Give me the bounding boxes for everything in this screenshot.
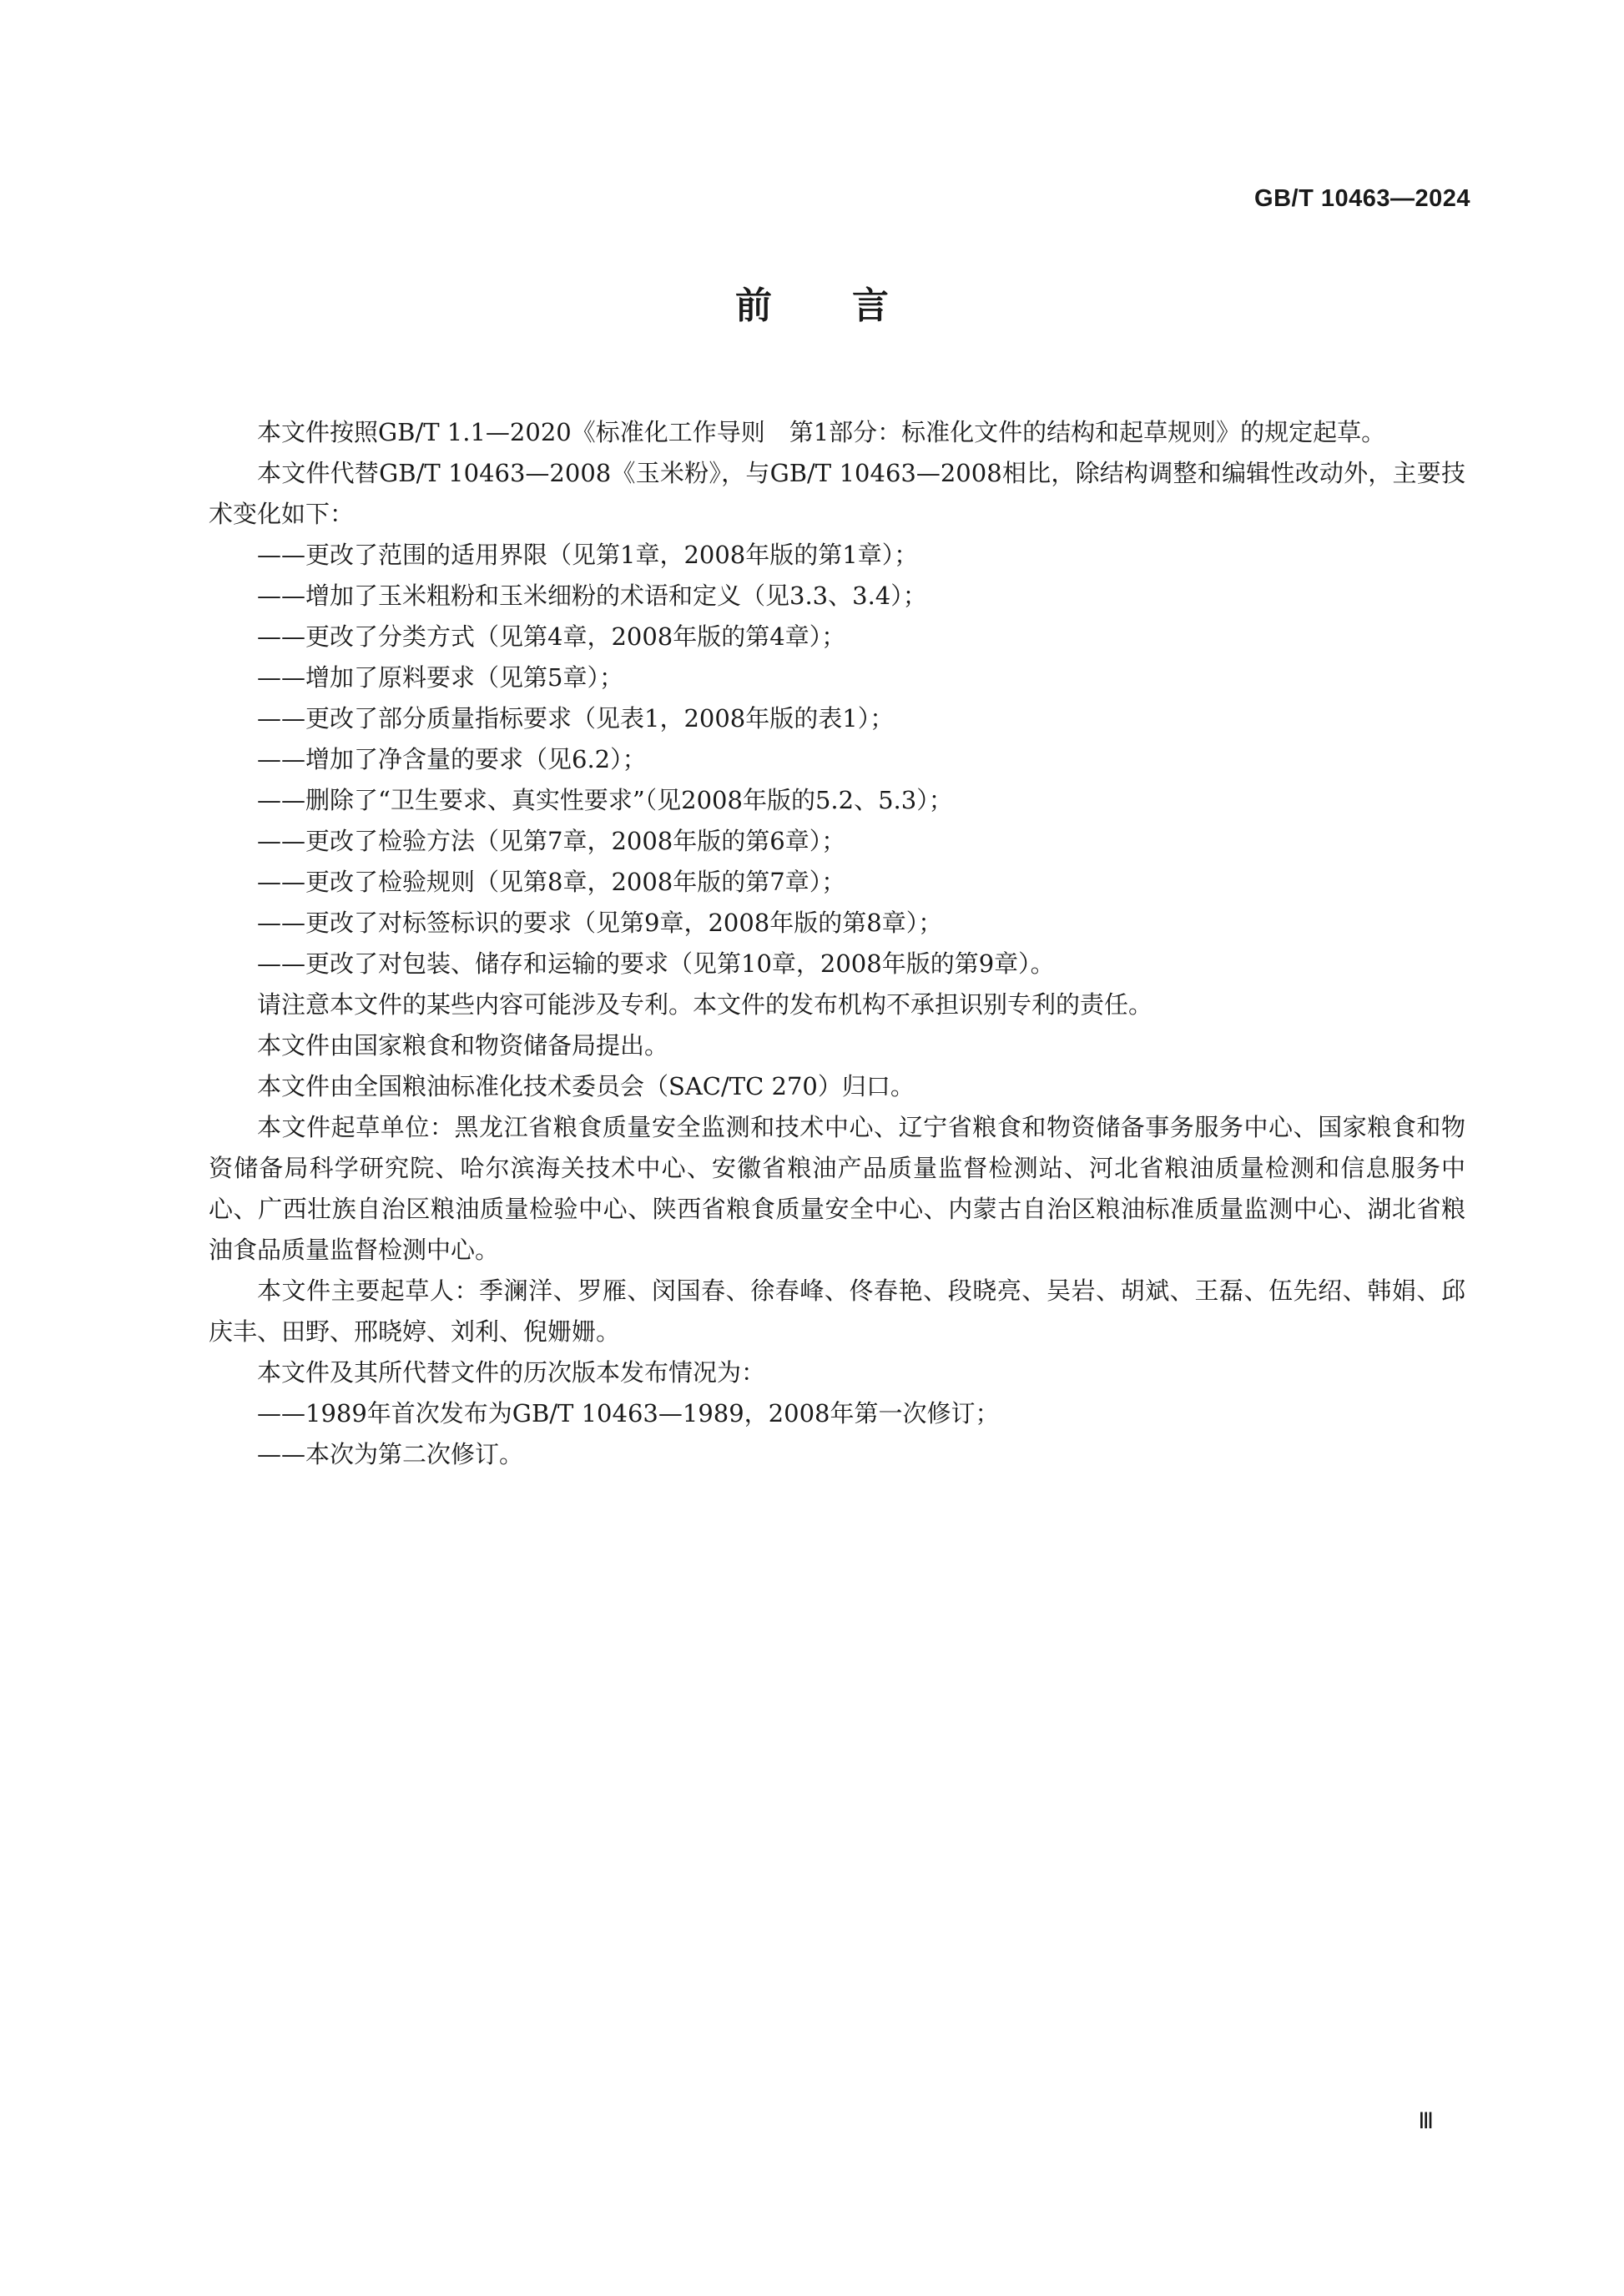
change-item: ——删除了“卫生要求、真实性要求”（见2008年版的5.2、5.3）； xyxy=(257,786,953,814)
change-item: ——更改了范围的适用界限（见第1章，2008年版的第1章）； xyxy=(257,541,919,569)
title-char-1: 前 xyxy=(735,284,772,327)
paragraph-patent-notice: 请注意本文件的某些内容可能涉及专利。本文件的发布机构不承担识别专利的责任。 xyxy=(257,990,1153,1019)
page-number: Ⅲ xyxy=(1418,2108,1434,2133)
change-item: ——增加了玉米粗粉和玉米细粉的术语和定义（见3.3、3.4）； xyxy=(257,582,927,610)
title-char-2: 言 xyxy=(852,284,889,327)
change-item: ——更改了对标签标识的要求（见第9章，2008年版的第8章）； xyxy=(257,909,943,937)
paragraph-committee: 本文件由全国粮油标准化技术委员会（SAC/TC 270）归口。 xyxy=(257,1072,915,1100)
paragraph-replacement: 本文件代替GB/T 10463—2008《玉米粉》，与GB/T 10463—2008相比，除结构调整和编辑性改动外，主要技术变化如下： xyxy=(209,459,1465,528)
paragraph-drafting-basis: 本文件按照GB/T 1.1—2020《标准化工作导则 第1部分：标准化文件的结构和起草规则》的规定起草。 xyxy=(257,418,1386,446)
history-item: ——1989年首次发布为GB/T 10463—1989，2008年第一次修订； xyxy=(257,1399,1000,1427)
page-title xyxy=(0,275,1624,329)
foreword-body xyxy=(209,412,1465,1475)
change-item: ——更改了部分质量指标要求（见表1，2008年版的表1）； xyxy=(257,704,895,733)
change-item: ——增加了净含量的要求（见6.2）； xyxy=(257,745,647,773)
change-item: ——更改了检验方法（见第7章，2008年版的第6章）； xyxy=(257,827,846,855)
change-item: ——更改了检验规则（见第8章，2008年版的第7章）； xyxy=(257,868,846,896)
paragraph-drafters: 本文件主要起草人：季澜洋、罗雁、闵国春、徐春峰、佟春艳、段晓亮、吴岩、胡斌、王磊、伍先绍、韩娟、邱庆丰、田野、邢晓婷、刘利、倪姗姗。 xyxy=(209,1276,1465,1346)
paragraph-history-intro: 本文件及其所代替文件的历次版本发布情况为： xyxy=(257,1358,766,1387)
change-item: ——增加了原料要求（见第5章）； xyxy=(257,663,623,692)
standard-number: GB/T 10463—2024 xyxy=(1254,185,1470,212)
history-item: ——本次为第二次修订。 xyxy=(257,1440,524,1468)
change-item: ——更改了分类方式（见第4章，2008年版的第4章）； xyxy=(257,622,846,651)
paragraph-proposer: 本文件由国家粮食和物资储备局提出。 xyxy=(257,1031,669,1060)
change-item: ——更改了对包装、储存和运输的要求（见第10章，2008年版的第9章）。 xyxy=(257,949,1055,978)
paragraph-drafting-units: 本文件起草单位：黑龙江省粮食质量安全监测和技术中心、辽宁省粮食和物资储备事务服务中心、国家粮食和物资储备局科学研究院、哈尔滨海关技术中心、安徽省粮油产品质量监督检测站、河北省粮油质量检测和信息服务中心、广西壮族自治区粮油质量检验中心、陕西省粮食质量安全中心、内蒙古自治区粮油标准质量监测中心、湖北省粮油食品质量监督检测中心。 xyxy=(209,1113,1465,1264)
